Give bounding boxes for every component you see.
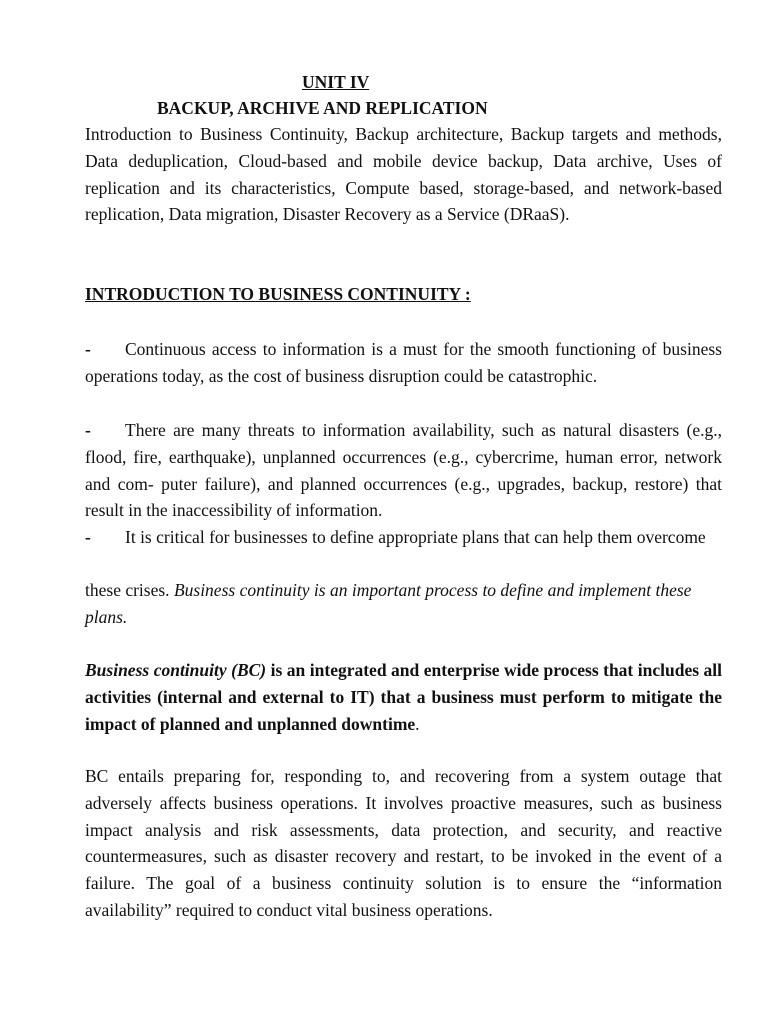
bullet-text: It is critical for businesses to define appropriate plans that can help them overcome [125, 527, 706, 547]
definition-text: is an integrated and enterprise wide process that includes all activities (internal and external to IT) that a business must perform to mitigate the impact of planned and unplanned downtime [85, 660, 722, 734]
unit-title: UNIT IV [302, 72, 370, 92]
definition-paragraph [85, 657, 722, 737]
continuation-plain-text: these crises. [85, 580, 170, 600]
bullet-item-3-continuation [85, 577, 722, 631]
bullet-text: Continuous access to information is a must for the smooth functioning of business operations today, as the cost of business disruption could be catastrophic. [85, 339, 722, 386]
section-heading: INTRODUCTION TO BUSINESS CONTINUITY : [85, 284, 471, 304]
definition-end: . [415, 713, 420, 734]
syllabus-paragraph: Introduction to Business Continuity, Backup architecture, Backup targets and methods, Data deduplication, Cloud-based and mobile device backup, Data archive, Uses of replication and its characteristics, Compute based, storage-based, and network-based replication, Data migration, Disaster Recovery as a Service (DRaaS). [85, 124, 722, 225]
chapter-title: BACKUP, ARCHIVE AND REPLICATION [157, 98, 488, 118]
bullet-item-3 [85, 524, 731, 551]
bullet-item-2 [85, 417, 722, 524]
bullet-item-1 [85, 336, 722, 390]
definition-term: Business continuity (BC) [85, 660, 267, 680]
bullet-marker: - [85, 420, 91, 440]
bullet-marker: - [85, 527, 91, 547]
bullet-text: There are many threats to information availability, such as natural disasters (e.g., flood, fire, earthquake), unplanned occurrences (e.g., cybercrime, human error, network and com- puter failure), and planned occurrences (e.g., upgrades, backup, restore) that result in the inaccessibility of information. [85, 420, 722, 521]
entails-paragraph: BC entails preparing for, responding to, and recovering from a system outage that adversely affects business operations. It involves proactive measures, such as business impact analysis and risk assessments, data protection, and security, and reactive countermeasures, such as disaster recovery and restart, to be invoked in the event of a failure. The goal of a business continuity solution is to ensure the “information availability” required to conduct vital business operations. [85, 766, 722, 920]
continuation-italic-text: Business continuity is an important process to define and implement these plans. [85, 580, 692, 627]
bullet-marker: - [85, 339, 91, 359]
